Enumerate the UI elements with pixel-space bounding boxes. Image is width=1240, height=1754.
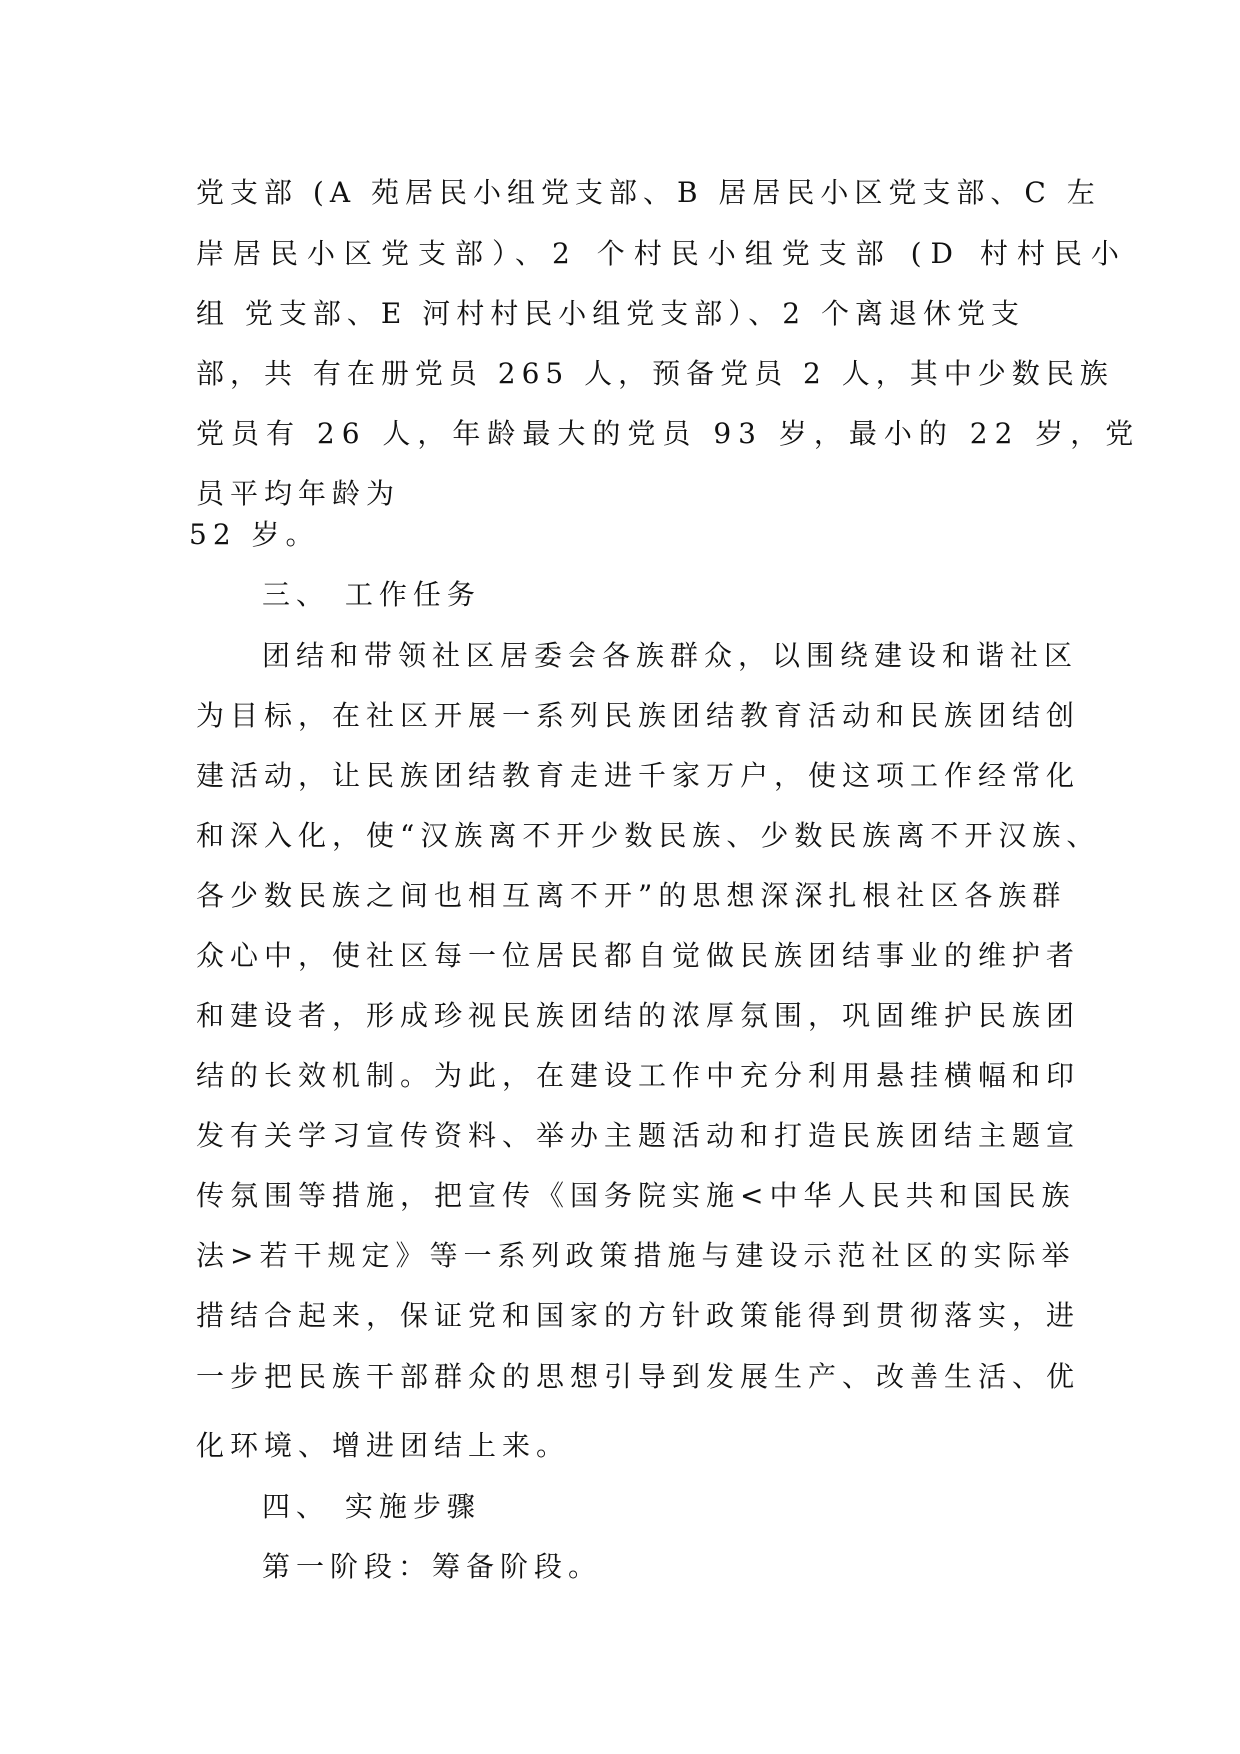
section-heading-implementation-steps: 四、 实施步骤 (262, 1490, 481, 1523)
text-line: 员平均年龄为 (196, 477, 401, 510)
text-line: 一步把民族干部群众的思想引导到发展生产、改善生活、优 (196, 1360, 1081, 1393)
text-line: 法>若干规定》等一系列政策措施与建设示范社区的实际举 (196, 1239, 1076, 1272)
stage-one-label: 第一阶段：筹备阶段。 (262, 1550, 603, 1583)
text-line: 发有关学习宣传资料、举办主题活动和打造民族团结主题宣 (196, 1119, 1081, 1152)
text-line: 和深入化，使“汉族离不开少数民族、少数民族离不开汉族、 (196, 819, 1101, 852)
text-line: 为目标，在社区开展一系列民族团结教育活动和民族团结创 (196, 699, 1081, 732)
text-line: 党员有 26 人，年龄最大的党员 93 岁，最小的 22 岁，党 (196, 417, 1141, 450)
text-line: 和建设者，形成珍视民族团结的浓厚氛围，巩固维护民族团 (196, 999, 1081, 1032)
text-line: 建活动，让民族团结教育走进千家万户，使这项工作经常化 (196, 759, 1081, 792)
text-line: 岸居民小区党支部）、2 个村民小组党支部 (D 村村民小 (196, 237, 1128, 270)
text-line: 众心中，使社区每一位居民都自觉做民族团结事业的维护者 (196, 939, 1081, 972)
text-line: 结的长效机制。为此，在建设工作中充分利用悬挂横幅和印 (196, 1059, 1081, 1092)
section-heading-work-tasks: 三、 工作任务 (262, 578, 481, 611)
text-line: 传氛围等措施，把宣传《国务院实施<中华人民共和国民族 (196, 1179, 1076, 1212)
text-line: 团结和带领社区居委会各族群众，以围绕建设和谐社区 (262, 639, 1079, 672)
text-line: 党支部 (A 苑居民小组党支部、B 居居民小区党支部、C 左 (196, 176, 1101, 209)
text-line: 各少数民族之间也相互离不开”的思想深深扎根社区各族群 (196, 879, 1067, 912)
text-line: 部，共 有在册党员 265 人，预备党员 2 人，其中少数民族 (196, 357, 1114, 390)
text-line: 措结合起来，保证党和国家的方针政策能得到贯彻落实，进 (196, 1299, 1081, 1332)
text-line: 化环境、增进团结上来。 (196, 1429, 571, 1462)
text-line: 52 岁。 (189, 518, 320, 551)
text-line: 组 党支部、E 河村村民小组党支部）、2 个离退休党支 (196, 297, 1025, 330)
